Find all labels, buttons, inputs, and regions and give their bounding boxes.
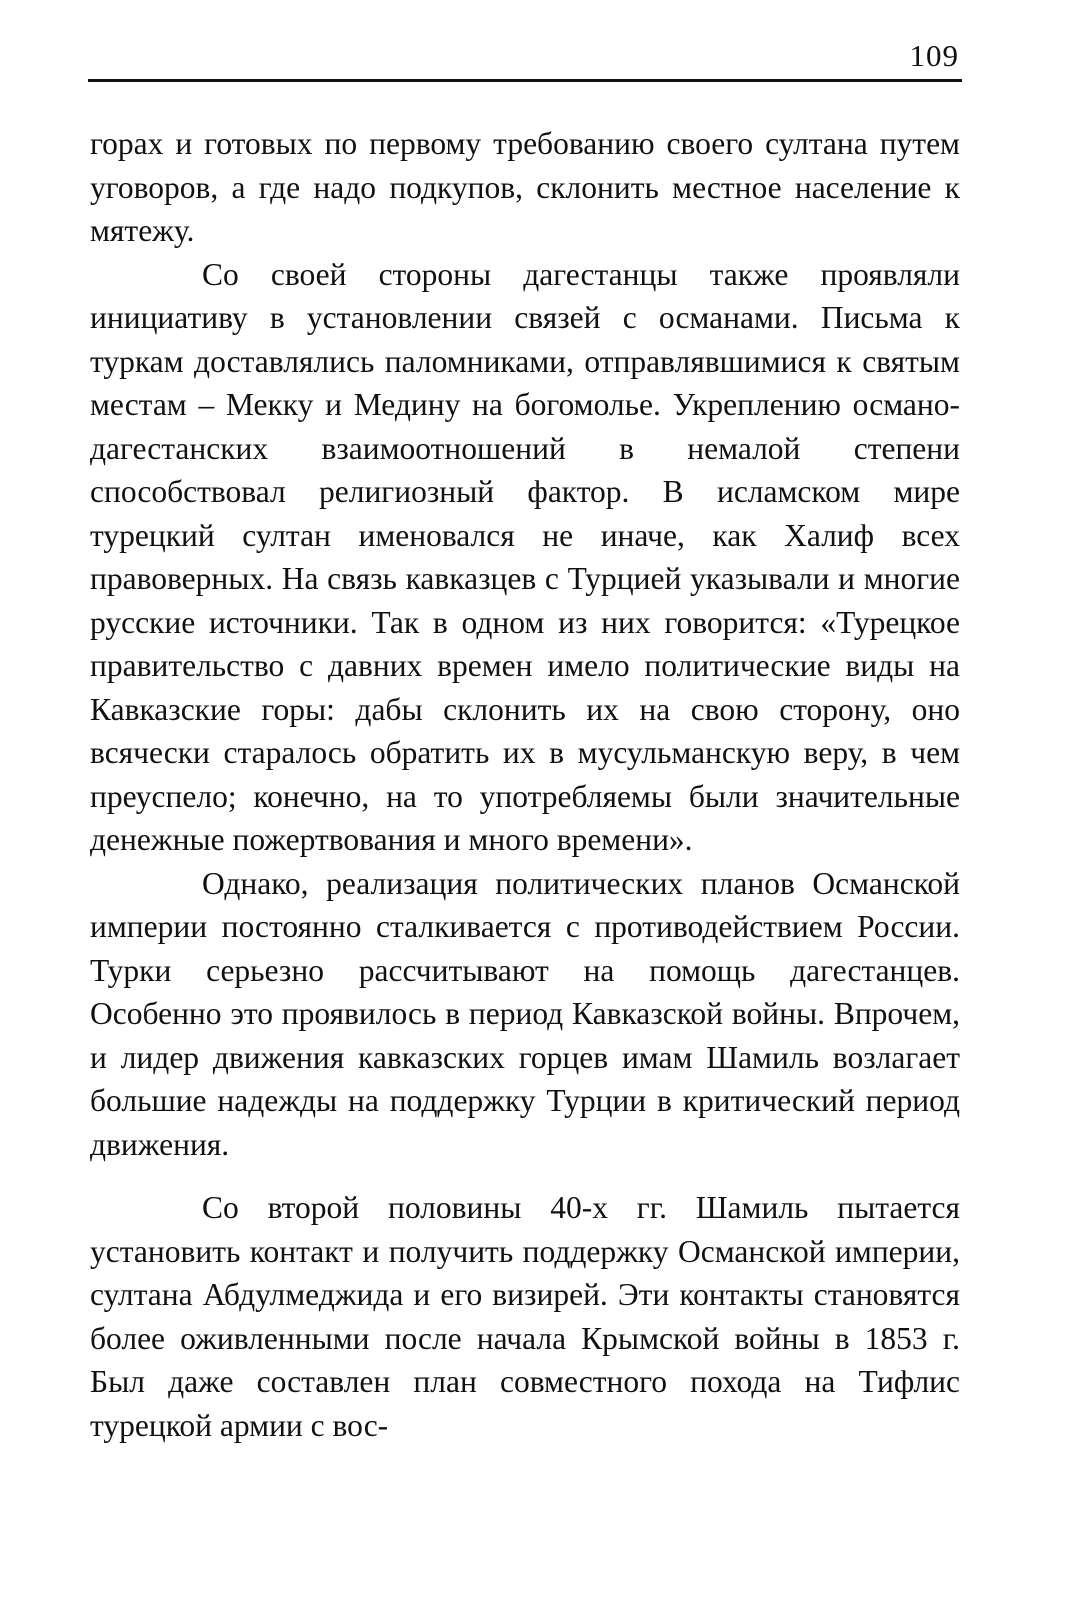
page-number: 109 bbox=[909, 38, 959, 73]
paragraph-4: Со второй половины 40-х гг. Шамиль пытается установить контакт и получить поддержку Османской империи, султана Абдулмеджида и его визирей. Эти контакты становятся более оживленными после начала Крымской войны в 1853 г. Был даже составлен план совместного похода на Тифлис турецкой армии с вос- bbox=[90, 1190, 960, 1443]
paragraph-2: Со своей стороны дагестанцы также проявляли инициативу в установлении связей с османами. Письма к туркам доставлялись паломниками, отправлявшимися к святым местам – Мекку и Медину на богомолье. Укреплению османо-дагестанских взаимоотношений в немалой степени способствовал религиозный фактор. В исламском мире турецкий султан именовался не иначе, как Халиф всех правоверных. На связь кавказцев с Турцией указывали и многие русские источники. Так в одном из них говорится: «Турецкое правительство с давних времен имело политические виды на Кавказские горы: дабы склонить их на свою сторону, оно всячески старалось обратить их в мусульманскую веру, в чем преуспело; конечно, на то употребляемы были значительные денежные пожертвования и много времени». bbox=[90, 256, 960, 857]
body-text bbox=[90, 122, 960, 1447]
paragraph-3: Однако, реализация политических планов Османской империи постоянно сталкивается с противодействием России. Турки серьезно рассчитывают на помощь дагестанцев. Особенно это проявилось в период Кавказской войны. Впрочем, и лидер движения кавказских горцев имам Шамиль возлагает большие надежды на поддержку Турции в критический период движения. bbox=[90, 865, 960, 1162]
paragraph-1: горах и готовых по первому требованию своего султана путем уговоров, а где надо подкупов, склонить местное население к мятежу. bbox=[90, 126, 960, 248]
header-rule bbox=[88, 79, 962, 82]
